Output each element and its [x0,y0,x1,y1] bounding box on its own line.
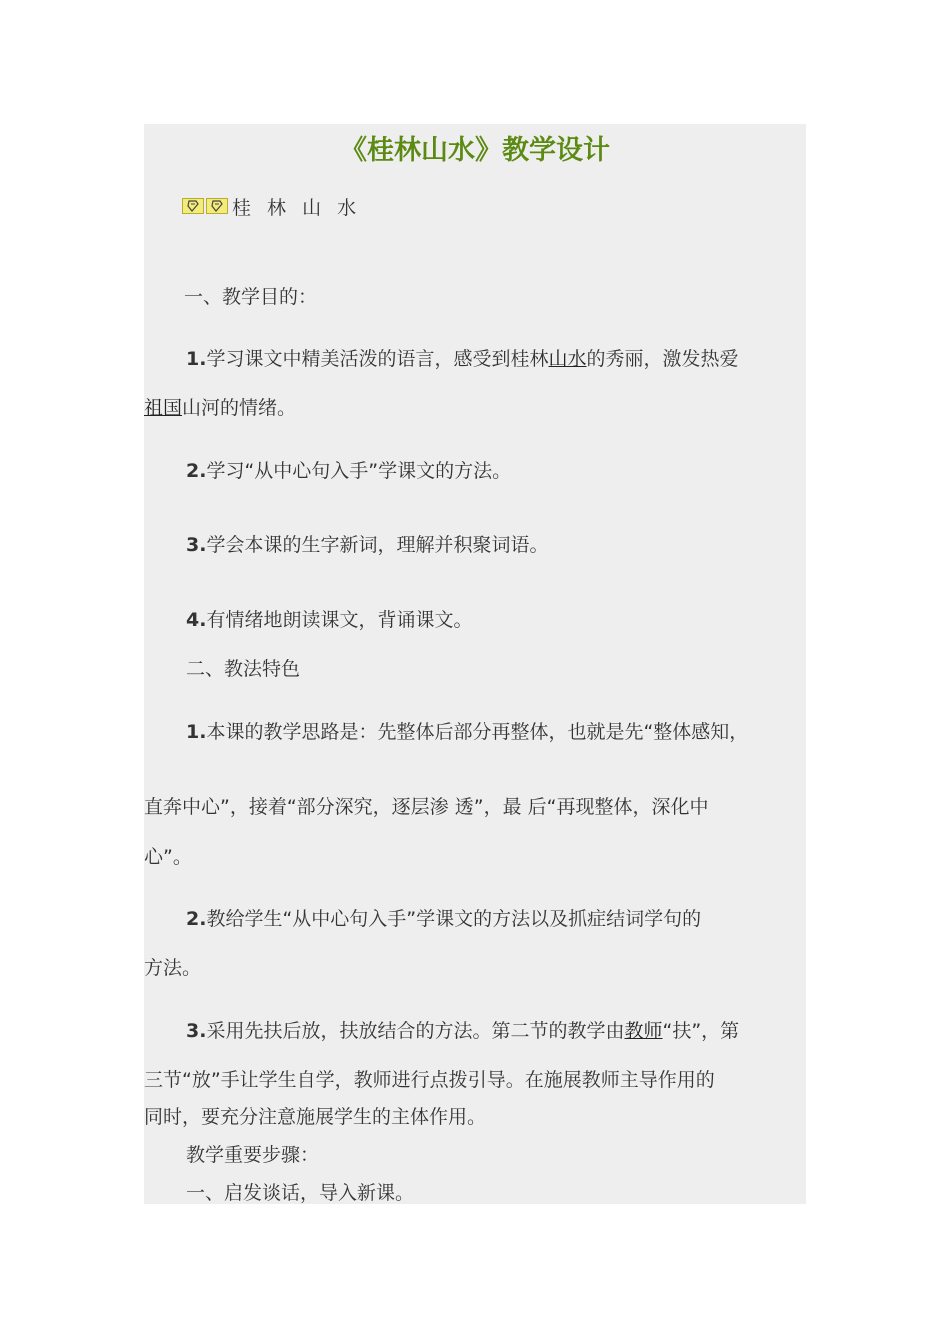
goal-item-3-number: 3. [186,534,207,556]
goal-item-2 [186,459,511,483]
goal-item-1-number: 1. [186,348,207,370]
goal-item-1-line-1 [186,347,739,371]
icon-strip [182,198,230,214]
method-item-3-line-2: 三节“放”手让学生自学，教师进行点拨引导。在施展教师主导作用的 [144,1069,715,1091]
goal-item-1-text-line-2: 山河的情绪。 [182,397,297,419]
goal-item-4-number: 4. [186,609,207,631]
method-item-2-number: 2. [186,908,207,930]
goal-item-1-text: 学习课文中精美活泼的语言，感受到桂林 [206,348,549,370]
method-item-2-line-1 [186,907,701,931]
section-heading-methods: 二、教法特色 [186,658,301,680]
page-title: 《桂林山水》教学设计 [340,135,610,166]
method-item-1-line-3: 心”。 [144,846,192,868]
method-item-1-line-2: 直奔中心”，接着“部分深究，逐层渗 透”，最 后“再现整体，深化中 [144,796,709,818]
method-item-2-text: 教给学生“从中心句入手”学课文的方法以及抓症结词学句的 [206,908,702,930]
steps-heading: 教学重要步骤： [186,1144,320,1166]
link-shanshui[interactable]: 山水 [548,348,587,370]
method-item-2-line-2: 方法。 [144,957,202,979]
step-1: 一、启发谈话，导入新课。 [186,1182,415,1204]
broken-image-icon [206,198,228,214]
method-item-1-text: 本课的教学思路是：先整体后部分再整体，也就是先“整体感知， [206,721,749,743]
lesson-subtitle: 桂 林 山 水 [232,197,362,219]
link-jiaoshi[interactable]: 教师 [624,1020,663,1042]
goal-item-4 [186,608,472,632]
method-item-3-line-1 [186,1019,739,1043]
method-item-3-text-after: “扶”，第 [662,1020,740,1042]
goal-item-4-text: 有情绪地朗读课文，背诵课文。 [206,609,473,631]
link-zuguo[interactable]: 祖国 [144,397,183,419]
broken-image-icon [182,198,204,214]
section-heading-goals: 一、教学目的： [184,286,318,308]
goal-item-2-number: 2. [186,460,207,482]
goal-item-1-text-after: 的秀丽，激发热爱 [586,348,739,370]
goal-item-1-line-2 [144,396,296,420]
method-item-3-number: 3. [186,1020,207,1042]
method-item-1-number: 1. [186,721,207,743]
goal-item-3-text: 学会本课的生字新词，理解并积聚词语。 [206,534,549,556]
goal-item-2-text: 学习“从中心句入手”学课文的方法。 [206,460,512,482]
method-item-1-line-1 [186,720,748,744]
method-item-3-text: 采用先扶后放，扶放结合的方法。第二节的教学由 [206,1020,625,1042]
method-item-3-line-3: 同时，要充分注意施展学生的主体作用。 [144,1106,487,1128]
goal-item-3 [186,533,548,557]
